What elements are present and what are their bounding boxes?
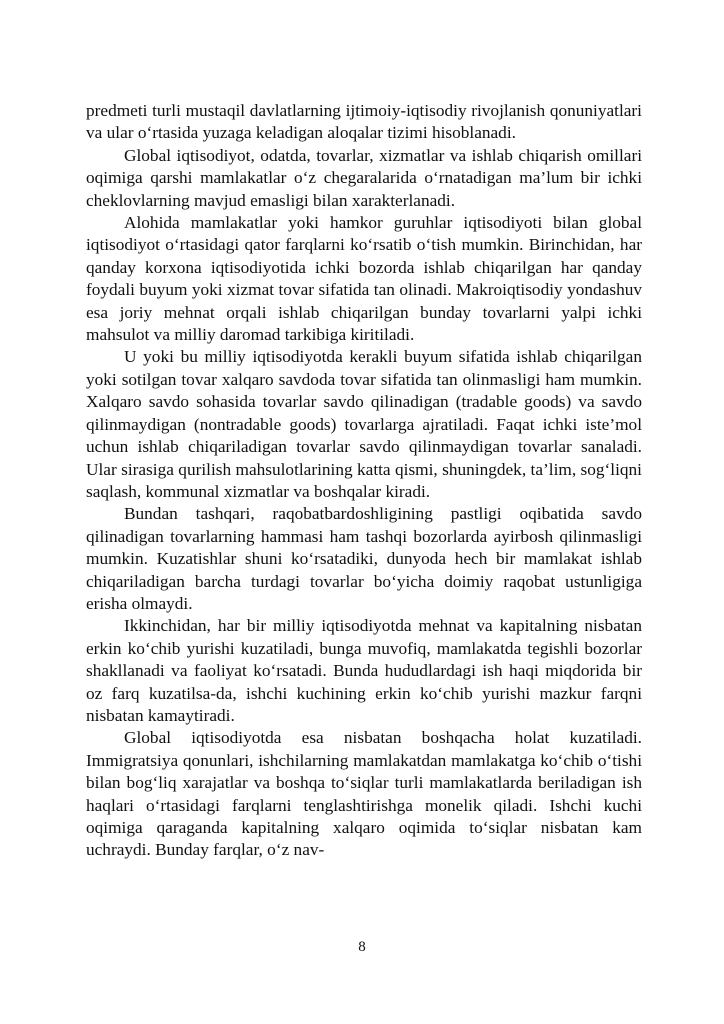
paragraph-tradable-goods: U yoki bu milliy iqtisodiyotda kerakli buyum sifatida ishlab chiqarilgan yoki sotilgan tovar xalqaro savdoda tovar sifatida tan olinmasligi ham mumkin. Xalqaro savdo sohasida tovarlar savdo qilinadigan (tradable goods) va savdo qilinmaydigan (nontradable goods) tovarlarga ajratiladi. Faqat ichki iste’mol uchun ishlab chiqariladigan tovarlar savdo qilinmaydigan tovarlar sanaladi. Ular sirasiga qurilish mahsulotlarining katta qismi, shuningdek, ta’lim, sog‘liqni saqlash, kommunal xizmatlar va boshqalar kiradi. — [86, 347, 642, 501]
page-number: 8 — [358, 939, 366, 955]
paragraph-global-labor-capital: Global iqtisodiyotda esa nisbatan boshqacha holat kuzatiladi. Immigratsiya qonunlari, ishchilarning mamlakatdan mamlakatga ko‘chib o‘tishi bilan bog‘liq xarajatlar va boshqa to‘siqlar turli mamlakatlarda beriladigan ish haqlari o‘rtasidagi farqlarni tenglashtirishga monelik qiladi. Ishchi kuchi oqimiga qaraganda kapitalning xalqaro oqimida to‘siqlar nisbatan kam uchraydi. Bunday farqlar, o‘z nav- — [86, 728, 642, 860]
paragraph-differences-first: Alohida mamlakatlar yoki hamkor guruhlar iqtisodiyoti bilan global iqtisodiyot o‘rtasidagi qator farqlarni ko‘rsatib o‘tish mumkin. Birinchidan, har qanday korxona iqtisodiyotida ichki bozorda ishlab chiqarilgan har qanday foydali buyum yoki xizmat tovar sifatida tan olinadi. Makroiqtisodiy yondashuv esa joriy mehnat orqali ishlab chiqarilgan bunday tovarlarni yalpi ichki mahsulot va milliy daromad tarkibiga kiritiladi. — [86, 213, 642, 345]
paragraph-competitiveness: Bundan tashqari, raqobatbardoshligining pastligi oqibatida savdo qilinadigan tovarlarning hammasi ham tashqi bozorlarda ayirbosh qilinmasligi mumkin. Kuzatishlar shuni ko‘rsatadiki, dunyoda hech bir mamlakat ishlab chiqariladigan barcha turdagi tovarlar bo‘yicha doimiy raqobat ustunligiga erisha olmaydi. — [86, 504, 642, 613]
paragraph-continuation: predmeti turli mustaqil davlatlarning ijtimoiy-iqtisodiy rivojlanish qonuniyatlari va ular o‘rtasida yuzaga keladigan aloqalar tizimi hisoblanadi. — [86, 101, 642, 143]
paragraph-differences-second: Ikkinchidan, har bir milliy iqtisodiyotda mehnat va kapitalning nisbatan erkin ko‘chib yurishi kuzatiladi, bunga muvofiq, mamlakatda tegishli bozorlar shakllanadi va faoliyat ko‘rsatadi. Bunda hududlardagi ish haqi miqdorida bir oz farq kuzatilsa-da, ishchi kuchining erkin ko‘chib yurishi mazkur farqni nisbatan kamaytiradi. — [86, 616, 642, 725]
paragraph-global-economy-definition: Global iqtisodiyot, odatda, tovarlar, xizmatlar va ishlab chiqarish omillari oqimiga qarshi mamlakatlar o‘z chegaralarida o‘rnatadigan ma’lum bir ichki cheklovlarning mavjud emasligi bilan xarakterlanadi. — [86, 145, 642, 210]
document-page — [86, 100, 642, 862]
